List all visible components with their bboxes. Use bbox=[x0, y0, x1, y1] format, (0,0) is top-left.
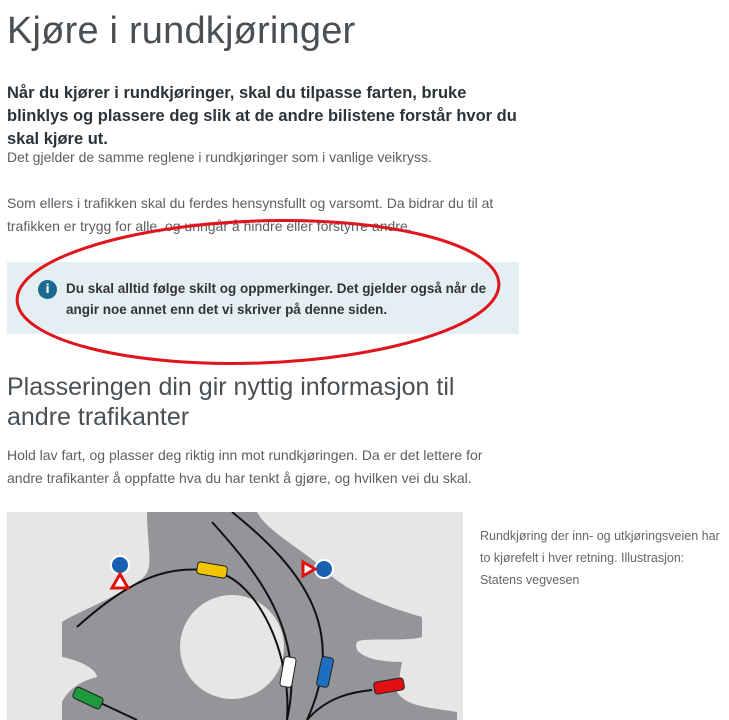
paragraph: Hold lav fart, og plasser deg riktig inn mot rundkjøringen. Da er det lettere for andre trafikanter å oppfatte hva du har tenkt å gjøre, og hvilken vei du skal. bbox=[7, 447, 483, 486]
info-icon: i bbox=[38, 280, 57, 299]
section-heading: Plasseringen din gir nyttig informasjon til andre trafikanter bbox=[7, 373, 455, 431]
page-title: Kjøre i rundkjøringer bbox=[7, 10, 356, 52]
paragraph: Det gjelder de samme reglene i rundkjøringer som i vanlige veikryss. bbox=[7, 149, 432, 165]
central-island bbox=[180, 595, 284, 699]
info-box bbox=[7, 262, 519, 334]
info-text: Du skal alltid følge skilt og oppmerkinger. Det gjelder også når de angir noe annet enn det vi skriver på denne siden. bbox=[66, 281, 487, 317]
paragraph: Som ellers i trafikken skal du ferdes hensynsfullt og varsomt. Da bidrar du til at trafikken er trygg for alle, og unngår å hindre eller forstyrre andre. bbox=[7, 195, 494, 234]
lead-paragraph: Når du kjører i rundkjøringer, skal du tilpasse farten, bruke blinklys og plassere deg slik at de andre bilistene forstår hvor du skal kjøre ut. bbox=[7, 84, 517, 148]
figure-caption: Rundkjøring der inn- og utkjøringsveien har to kjørefelt i hver retning. Illustrasjon: Statens vegvesen bbox=[480, 528, 720, 587]
roundabout-illustration bbox=[7, 512, 463, 720]
